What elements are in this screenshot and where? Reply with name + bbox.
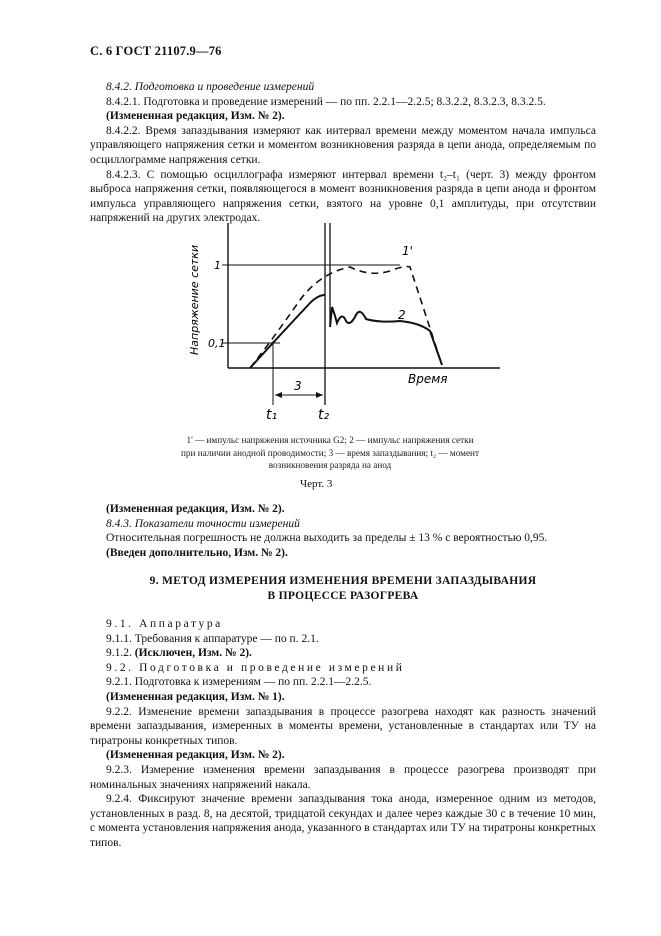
amendment-note: (Измененная редакция, Изм. № 2). (106, 749, 285, 762)
amendment-note: (Измененная редакция, Изм. № 2). (106, 503, 285, 515)
paragraph: 8.4.2.1. Подготовка и проведение измерений — по пп. 2.2.1—2.2.5; 8.3.2.2, 8.3.2.3, 8.3.2.5. (106, 95, 546, 108)
paragraph: 9.2.1. Подготовка к измерениям — по пп. 2.2.1—2.2.5. (106, 676, 372, 689)
curve-2 (250, 295, 442, 368)
amendment-note: (Измененная редакция, Изм. № 2). (106, 110, 285, 123)
subsection-heading: 9.1. Аппаратура (106, 618, 223, 630)
paragraph (90, 646, 596, 661)
tick-label-01: 0,1 (208, 337, 226, 350)
excluded-note: (Исключен, Изм. № 2). (134, 647, 252, 660)
curve-2-label: 2 (398, 308, 406, 322)
t2-label: t₂ (318, 407, 330, 423)
top-text-block (90, 80, 596, 226)
paragraph: 9.2.4. Фиксируют значение времени запаздывания тока анода, измеренное одним из методов, установленных в разд. 8, на десятой, тридцатой секундах и далее через каждые 30 с в течение 10 мин, с момента установления напряжения анода, указанного в стандартах или ТУ на тиратроны конкретных типов. (90, 793, 596, 849)
curve-1-prime (250, 267, 442, 369)
subsection-heading: 8.4.2. Подготовка и проведение измерений (106, 81, 315, 93)
section-title-line: 9. МЕТОД ИЗМЕРЕНИЯ ИЗМЕНЕНИЯ ВРЕМЕНИ ЗАПАЗДЫВАНИЯ (149, 575, 537, 587)
interval-label: 3 (294, 379, 302, 393)
curve-1-label: 1' (402, 244, 413, 258)
oscillogram-svg (170, 215, 510, 427)
clause-number: 9.1.2. (106, 647, 132, 660)
arrow-head-right (316, 392, 323, 398)
paragraph: 9.1.1. Требования к аппаратуре — по п. 2.1. (106, 632, 319, 645)
x-axis-label: Время (408, 372, 448, 386)
caption-line: при наличии анодной проводимости; 3 — время запаздывания; t₂ — момент (181, 447, 479, 458)
amendment-note: (Измененная редакция, Изм. № 1). (106, 690, 285, 703)
subsection-heading: 9.2. Подготовка и проведение измерений (106, 661, 405, 674)
paragraph: 9.2.2. Изменение времени запаздывания в процессе разогрева находят как разность значений времени запаздывания, измеренных в моменты времени, установленные в стандартах или ТУ на тиратроны конкретных типов. (90, 705, 596, 747)
arrow-head-left (275, 392, 282, 398)
t1-label: t₁ (266, 407, 278, 423)
y-axis-label: Напряжение сетки (188, 244, 201, 355)
mid-text-block (90, 502, 596, 560)
figure-label: Черт. 3 (300, 478, 333, 490)
paragraph: 8.4.2.3. С помощью осциллографа измеряют интервал времени t₂–t₁ (черт. 3) между фронтом выброса напряжения сетки, появляющегося в момент возникновения разряда в цепи анода и фронтом импульса управляющего напряжения сетки, взятого на уровне 0,1 амплитуды, при отсутствии напряжений на других электродах. (90, 168, 596, 225)
oscillogram-figure (170, 215, 510, 427)
tick-label-1: 1 (214, 259, 221, 272)
subsection-heading: 8.4.3. Показатели точности измерений (106, 517, 300, 530)
figure-caption (160, 434, 500, 472)
section-title-line: В ПРОЦЕССЕ РАЗОГРЕВА (267, 590, 419, 602)
page-header: С. 6 ГОСТ 21107.9—76 (90, 44, 222, 58)
caption-line: 1' — импульс напряжения источника G2; 2 — импульс напряжения сетки (186, 435, 474, 445)
paragraph: Относительная погрешность не должна выходить за пределы ± 13 % с вероятностью 0,95. (106, 532, 548, 545)
amendment-note: (Введен дополнительно, Изм. № 2). (106, 546, 288, 559)
section-title (90, 574, 596, 604)
caption-line: возникновения разряда на анод (268, 460, 392, 470)
paragraph: 8.4.2.2. Время запаздывания измеряют как интервал времени между моментом начала импульса управляющего напряжения сетки и моментом возникновения разряда в цепи анода, определяемым по осциллограмме напряжения сетки. (90, 124, 596, 166)
paragraph: 9.2.3. Измерение изменения времени запаздывания в процессе разогрева производят при номинальных значениях напряжений накала. (90, 763, 596, 791)
bottom-text-block (90, 617, 596, 851)
